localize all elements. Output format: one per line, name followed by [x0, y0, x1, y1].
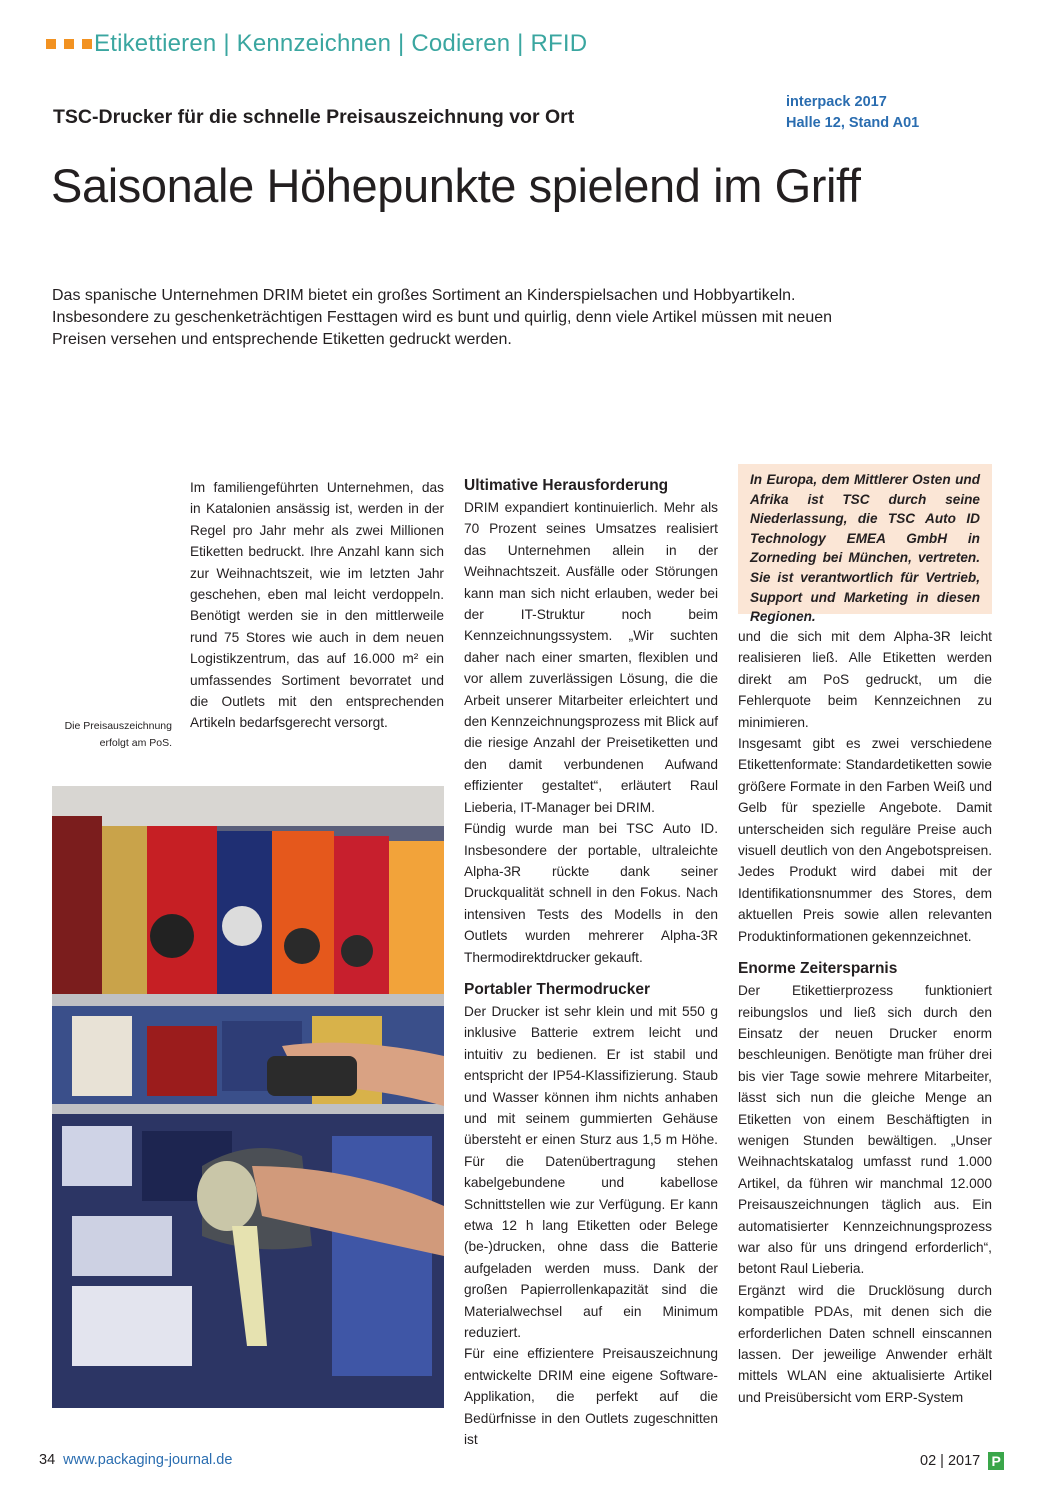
- kicker: TSC-Drucker für die schnelle Preisauszeichnung vor Ort: [53, 106, 575, 128]
- section-title: Etikettieren | Kennzeichnen | Codieren | RFID: [94, 30, 588, 57]
- photo-caption: Die Preisauszeichnung erfolgt am PoS.: [64, 720, 172, 749]
- paragraph: DRIM expandiert kontinuierlich. Mehr als 70 Prozent seines Umsatzes realisiert das Unternehmen allein in der Weihnachtszeit. Ausfälle oder Störungen kann man sich nicht erlauben, weder bei der IT-Struktur noch beim Kennzeichnungssystem. „Wir suchten daher nach einer smarten, flexiblen und vor allem zuverlässigen Lösung, die die Arbeit unserer Mitarbeiter erleichtert und den Kennzeichnungsprozess mit Blick auf die riesige Anzahl der Preisetiketten und den damit verbundenen Aufwand effizienter gestaltet“, erläutert Raul Lieberia, IT-Manager bei DRIM.: [464, 500, 718, 815]
- fair-stand: Halle 12, Stand A01: [786, 115, 920, 131]
- paragraph: Ergänzt wird die Drucklösung durch kompatible PDAs, mit denen sich die erforderlichen Daten schnell einscannen lassen. Der jeweilige Anwender erhält mittels WLAN eine aktualisierte Artikel und Preisübersicht vom ERP-System: [738, 1282, 992, 1405]
- toy-shelf-photo: [52, 786, 444, 1408]
- headline: Saisonale Höhepunkte spielend im Griff: [51, 159, 861, 212]
- paragraph: und die sich mit dem Alpha-3R leicht realisieren ließ. Alle Etiketten werden direkt am PoS gedruckt, um die Fehlerquote beim Kennzeichnen zu minimieren.: [738, 629, 992, 730]
- lead-paragraph: Das spanische Unternehmen DRIM bietet ein großes Sortiment an Kinderspielsachen und Hobbyartikeln. Insbesondere zu geschenketrächtigen Festtagen wird es bunt und quirlig, denn viele Artikel müssen mit neuen Preisen versehen und entsprechende Etiketten gedruckt werden.: [52, 287, 833, 348]
- paragraph: Für eine effizientere Preisauszeichnung entwickelte DRIM eine eigene Software-Applikation, die perfekt auf die Bedürfnisse in den Outlets zugeschnitten ist: [464, 1346, 718, 1448]
- article-photo: [52, 786, 444, 1408]
- column-3: [738, 626, 992, 1408]
- footer-left: [39, 1452, 232, 1468]
- info-box: [738, 464, 992, 625]
- subheading: Enorme Zeitersparnis: [738, 960, 898, 978]
- footer-right: [920, 1452, 1004, 1470]
- journal-logo-icon: P: [988, 1452, 1004, 1470]
- square-icon: [82, 39, 92, 49]
- paragraph: Fündig wurde man bei TSC Auto ID. Insbesondere der portable, ultraleichte Alpha-3R rückte dank seiner Druckqualität schnell in den Fokus. Nach intensiven Tests des Modells in den Outlets wurden mehrerer Alpha-3R Thermodirektdrucker gekauft.: [464, 821, 718, 965]
- section-header: [46, 30, 587, 58]
- website-link[interactable]: www.packaging-journal.de: [63, 1452, 233, 1468]
- trade-fair-info: [786, 92, 919, 134]
- info-box-text: In Europa, dem Mittlerer Osten und Afrika ist TSC durch seine Niederlassung, die TSC Auto ID Technology EMEA GmbH in Zorneding bei München, vertreten. Sie ist verantwortlich für Vertrieb, Support und Marketing in diesen Regionen.: [750, 472, 980, 625]
- subheading: Portabler Thermodrucker: [464, 980, 651, 998]
- square-icon: [46, 39, 56, 49]
- subheading: Ultimative Herausforderung: [464, 477, 669, 494]
- paragraph: Der Drucker ist sehr klein und mit 550 g inklusive Batterie extrem leicht und intuitiv zu bedienen. Er ist stabil und entspricht der IP54-Klassifizierung. Staub und Wasser können ihm nichts anhaben und mit seinem gummierten Gehäuse übersteht er einen Sturz aus 1,5 m Höhe. Für die Datenübertragung stehen kabelgebundene und kabellose Schnittstellen wie zur Verfügung. Er kann etwa 12 h lang Etiketten oder Belege (be-)drucken, ohne dass die Batterie aufgeladen werden muss. Dank der großen Papierrollenkapazität sind die Materialwechsel auf ein Minimum reduziert.: [464, 1003, 718, 1341]
- column-2: [464, 475, 718, 1450]
- paragraph: Im familiengeführten Unternehmen, das in Katalonien ansässig ist, werden in der Regel pro Jahr mehr als zwei Millionen Etiketten bedruckt. Ihre Anzahl kann sich zur Weihnachtszeit, wie im letzten Jahr geschehen, eben mal leicht verdoppeln. Benötigt werden sie in den mittlerweile rund 75 Stores wie auch in dem neuen Logistikzentrum, das auf 16.000 m² ein umfassendes Sortiment bevorratet und die Outlets mit den entsprechenden Artikeln bedarfsgerecht versorgt.: [190, 480, 444, 731]
- column-1: [190, 477, 444, 734]
- paragraph: Insgesamt gibt es zwei verschiedene Etikettenformate: Standardetiketten sowie größere Formate in den Farben Weiß und Gelb für spezielle Angebote. Damit unterscheiden sich reguläre Preise auch visuell deutlich von den Angebotspreisen. Jedes Produkt wird dabei mit der Identifikationsnummer des Stores, dem aktuellen Preis sowie allen relevanten Produktinformationen gekennzeichnet.: [738, 736, 992, 944]
- page-number: 34: [39, 1452, 56, 1468]
- issue-number: 02 | 2017: [920, 1453, 981, 1469]
- fair-name: interpack 2017: [786, 94, 887, 110]
- square-icon: [64, 39, 74, 49]
- paragraph: Der Etikettierprozess funktioniert reibungslos und ließ sich durch den Einsatz der neuen Drucker enorm beschleunigen. Benötigte man früher drei bis vier Tage sowie mehrere Mitarbeiter, lässt sich nun die gleiche Menge an Etiketten von einem Beschäftigten in wenigen Stunden bewältigen. „Unser Weihnachtskatalog umfasst rund 1.000 Artikel, da führen wir manchmal 12.000 Preisauszeichnungen täglich aus. Ein automatisierter Kennzeichnungsprozess war also für uns dringend erforderlich“, betont Raul Lieberia.: [738, 983, 992, 1277]
